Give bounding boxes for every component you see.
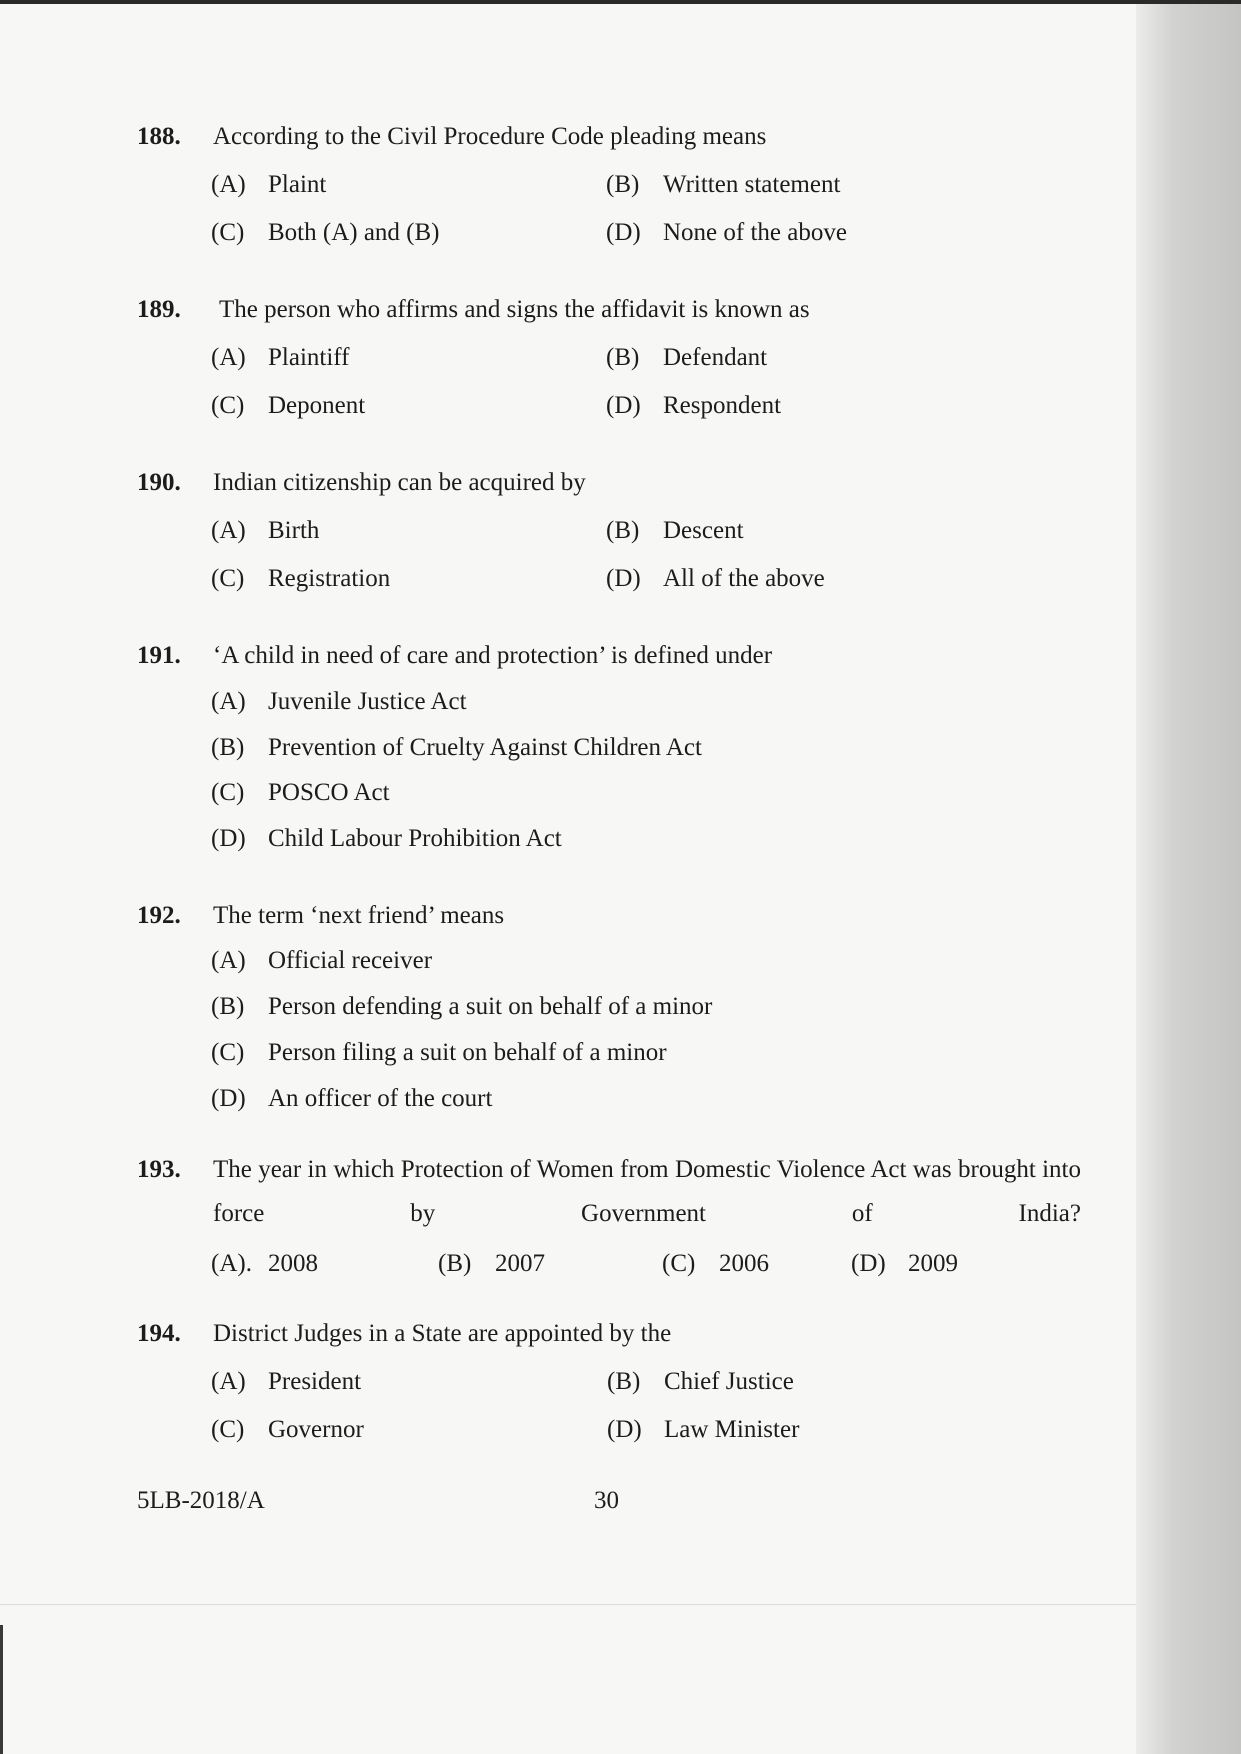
option-text: Written statement bbox=[663, 171, 841, 198]
option-label: (A) bbox=[211, 344, 246, 371]
option-text: Law Minister bbox=[664, 1416, 800, 1443]
option-d[interactable] bbox=[211, 1083, 492, 1115]
option-label: (C) bbox=[211, 392, 245, 419]
question-text: Indian citizenship can be acquired by bbox=[213, 469, 586, 496]
option-label: (B) bbox=[606, 171, 640, 198]
option-text: Respondent bbox=[663, 392, 782, 419]
option-a[interactable] bbox=[211, 945, 432, 977]
option-label: (C) bbox=[211, 1416, 245, 1443]
option-a[interactable] bbox=[211, 1248, 318, 1280]
option-text: Birth bbox=[268, 517, 320, 544]
option-text: Plaint bbox=[268, 171, 327, 198]
option-b[interactable] bbox=[607, 1366, 794, 1398]
option-text: Person defending a suit on behalf of a minor bbox=[268, 993, 713, 1020]
option-text: Official receiver bbox=[268, 947, 433, 974]
option-a[interactable] bbox=[211, 515, 319, 547]
option-c[interactable] bbox=[211, 1414, 364, 1446]
exam-code: 5LB-2018/A bbox=[137, 1487, 265, 1514]
option-text: Child Labour Prohibition Act bbox=[268, 825, 562, 852]
option-text: Prevention of Cruelty Against Children Act bbox=[268, 734, 702, 761]
option-label: (B) bbox=[211, 993, 245, 1020]
option-c[interactable] bbox=[211, 217, 440, 249]
option-label: (C) bbox=[211, 779, 245, 806]
option-label: (A) bbox=[211, 688, 246, 715]
question-number: 193. bbox=[137, 1156, 181, 1183]
page-number: 30 bbox=[594, 1487, 619, 1514]
option-a[interactable] bbox=[211, 169, 326, 201]
option-a[interactable] bbox=[211, 1366, 361, 1398]
option-c[interactable] bbox=[211, 777, 390, 809]
option-c[interactable] bbox=[211, 390, 365, 422]
option-b[interactable] bbox=[211, 991, 712, 1023]
option-text: 2008 bbox=[268, 1250, 318, 1277]
question-number: 189. bbox=[137, 296, 181, 323]
question-number: 192. bbox=[137, 902, 181, 929]
option-d[interactable] bbox=[606, 563, 825, 595]
option-label: (D) bbox=[606, 219, 641, 246]
option-text: POSCO Act bbox=[268, 779, 390, 806]
question-text: District Judges in a State are appointed by the bbox=[213, 1320, 672, 1347]
option-a[interactable] bbox=[211, 342, 349, 374]
option-d[interactable] bbox=[607, 1414, 799, 1446]
option-text: 2006 bbox=[719, 1250, 769, 1277]
option-text: 2007 bbox=[495, 1250, 545, 1277]
option-label: (D) bbox=[606, 392, 641, 419]
option-text: Registration bbox=[268, 565, 391, 592]
option-label: (C) bbox=[211, 565, 245, 592]
scan-left-edge bbox=[0, 1625, 3, 1754]
option-label: (D) bbox=[607, 1416, 642, 1443]
option-d[interactable] bbox=[211, 823, 562, 855]
option-text: Person filing a suit on behalf of a minor bbox=[268, 1039, 667, 1066]
option-text: Both (A) and (B) bbox=[268, 219, 440, 246]
option-text: Defendant bbox=[663, 344, 768, 371]
option-text: Juvenile Justice Act bbox=[268, 688, 467, 715]
question-text: The term ‘next friend’ means bbox=[213, 902, 505, 929]
option-text: Chief Justice bbox=[664, 1368, 794, 1395]
question-text: The person who affirms and signs the affidavit is known as bbox=[219, 296, 810, 323]
option-label: (D) bbox=[211, 1085, 246, 1112]
option-d[interactable] bbox=[606, 217, 847, 249]
page-edge-line bbox=[0, 1604, 1136, 1605]
option-label: (C) bbox=[211, 1039, 245, 1066]
option-text: None of the above bbox=[663, 219, 847, 246]
question-number: 194. bbox=[137, 1320, 181, 1347]
question-text: The year in which Protection of Women from Domestic Violence Act was brought into force by Government of India? bbox=[213, 1156, 1081, 1227]
option-label: (A). bbox=[211, 1250, 252, 1277]
option-label: (A) bbox=[211, 517, 246, 544]
option-label: (B) bbox=[438, 1250, 472, 1277]
option-c[interactable] bbox=[211, 1037, 667, 1069]
option-label: (A) bbox=[211, 171, 246, 198]
option-b[interactable] bbox=[606, 169, 840, 201]
option-text: Deponent bbox=[268, 392, 366, 419]
option-label: (B) bbox=[211, 734, 245, 761]
option-c[interactable] bbox=[662, 1248, 769, 1280]
option-label: (A) bbox=[211, 1368, 246, 1395]
option-b[interactable] bbox=[211, 732, 702, 764]
option-text: Descent bbox=[663, 517, 744, 544]
option-label: (B) bbox=[606, 344, 640, 371]
option-label: (C) bbox=[662, 1250, 696, 1277]
option-text: 2009 bbox=[908, 1250, 958, 1277]
question-number: 190. bbox=[137, 469, 181, 496]
option-d[interactable] bbox=[851, 1248, 958, 1280]
option-label: (C) bbox=[211, 219, 245, 246]
option-c[interactable] bbox=[211, 563, 390, 595]
option-text: President bbox=[268, 1368, 362, 1395]
option-text: An officer of the court bbox=[268, 1085, 493, 1112]
question-number: 188. bbox=[137, 123, 181, 150]
option-label: (D) bbox=[606, 565, 641, 592]
option-text: All of the above bbox=[663, 565, 825, 592]
scan-shadow bbox=[1136, 0, 1241, 1754]
option-label: (B) bbox=[606, 517, 640, 544]
question-number: 191. bbox=[137, 642, 181, 669]
option-d[interactable] bbox=[606, 390, 781, 422]
option-a[interactable] bbox=[211, 686, 467, 718]
option-text: Plaintiff bbox=[268, 344, 350, 371]
option-label: (D) bbox=[211, 825, 246, 852]
option-label: (A) bbox=[211, 947, 246, 974]
option-text: Governor bbox=[268, 1416, 364, 1443]
question-text: ‘A child in need of care and protection’ is defined under bbox=[213, 642, 773, 669]
option-label: (D) bbox=[851, 1250, 886, 1277]
option-b[interactable] bbox=[606, 342, 767, 374]
scan-top-edge bbox=[0, 0, 1241, 4]
option-b[interactable] bbox=[606, 515, 744, 547]
option-label: (B) bbox=[607, 1368, 641, 1395]
option-b[interactable] bbox=[438, 1248, 545, 1280]
question-text: According to the Civil Procedure Code pleading means bbox=[213, 123, 767, 150]
